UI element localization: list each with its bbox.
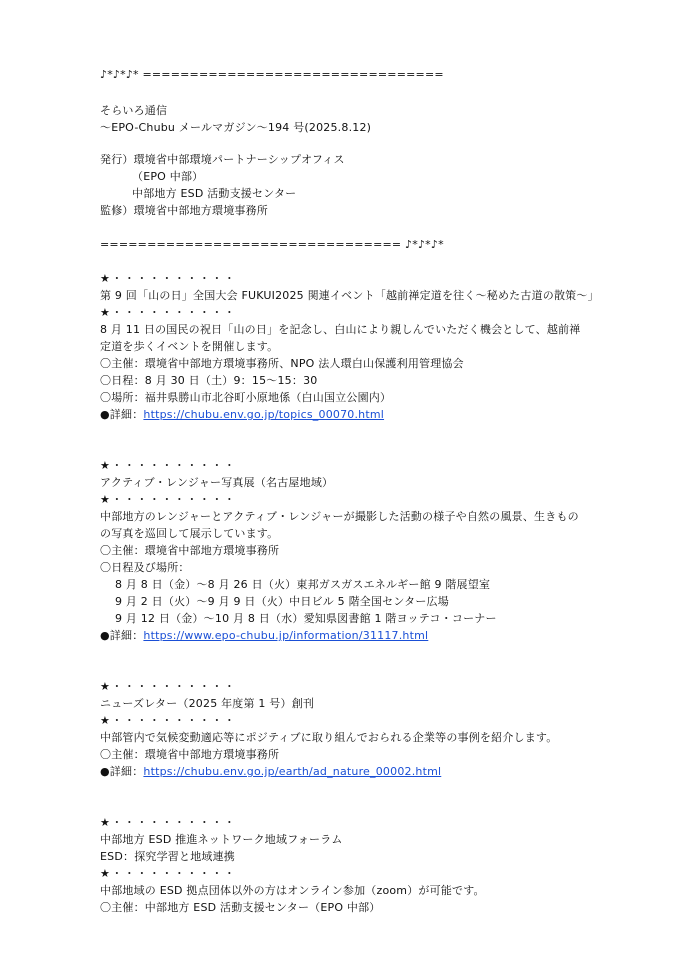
section-body: 中部地方のレンジャーとアクティブ・レンジャーが撮影した活動の様子や自然の風景、生きもの bbox=[100, 510, 579, 523]
section-body: 中部地域の ESD 拠点団体以外の方はオンライン参加（zoom）が可能です。 bbox=[100, 884, 485, 897]
section-body: の写真を巡回して展示しています。 bbox=[100, 527, 279, 540]
star-divider: ★・・・・・・・・・・ bbox=[100, 459, 237, 472]
section-body: 8 月 11 日の国民の祝日「山の日」を記念し、白山により親しんでいただく機会として、越前禅 bbox=[100, 323, 581, 336]
section-host: 〇主催：環境省中部地方環境事務所 bbox=[100, 748, 280, 761]
detail-link[interactable]: https://chubu.env.go.jp/topics_00070.html bbox=[143, 408, 385, 421]
section-title: 第 9 回「山の日」全国大会 FUKUI2025 関連イベント「越前禅定道を往く～秘めた古道の散策～」 bbox=[100, 289, 599, 302]
section-detail bbox=[100, 764, 441, 780]
section-host: 〇主催：環境省中部地方環境事務所、NPO 法人環白山保護利用管理協会 bbox=[100, 357, 464, 370]
section-date: 〇日程：8 月 30 日（土）9：15～15：30 bbox=[100, 374, 318, 387]
star-divider: ★・・・・・・・・・・ bbox=[100, 714, 237, 727]
section-title: アクティブ・レンジャー写真展（名古屋地域） bbox=[100, 476, 334, 489]
schedule-item: 8 月 8 日（金）～8 月 26 日（火）東邦ガスガスエネルギー館 9 階展望室 bbox=[115, 578, 491, 591]
section-host: 〇主催：中部地方 ESD 活動支援センター（EPO 中部） bbox=[100, 901, 381, 914]
supervisor-line: 監修）環境省中部地方環境事務所 bbox=[100, 204, 268, 217]
detail-link[interactable]: https://www.epo-chubu.jp/information/31117.html bbox=[143, 629, 429, 642]
newsletter-title: そらいろ通信 bbox=[100, 104, 168, 117]
newsletter-subtitle: ～EPO-Chubu メールマガジン～194 号(2025.8.12) bbox=[100, 121, 372, 134]
star-divider: ★・・・・・・・・・・ bbox=[100, 816, 237, 829]
section-body: 定道を歩くイベントを開催します。 bbox=[100, 340, 279, 353]
star-divider: ★・・・・・・・・・・ bbox=[100, 272, 237, 285]
section-body: 中部管内で気候変動適応等にポジティブに取り組んでおられる企業等の事例を紹介します。 bbox=[100, 731, 558, 744]
section-title: 中部地方 ESD 推進ネットワーク地域フォーラム bbox=[100, 833, 343, 846]
bottom-rule: ================================ ♪*♪*♪* bbox=[100, 238, 444, 251]
star-divider: ★・・・・・・・・・・ bbox=[100, 493, 237, 506]
schedule-label: 〇日程及び場所： bbox=[100, 561, 190, 574]
detail-label: ●詳細： bbox=[100, 765, 144, 778]
publisher-line: 発行）環境省中部環境パートナーシップオフィス bbox=[100, 153, 345, 166]
publisher-line: （EPO 中部） bbox=[132, 170, 204, 183]
top-rule: ♪*♪*♪* ================================ bbox=[100, 68, 444, 81]
detail-label: ●詳細： bbox=[100, 408, 144, 421]
section-detail bbox=[100, 407, 384, 423]
detail-label: ●詳細： bbox=[100, 629, 144, 642]
star-divider: ★・・・・・・・・・・ bbox=[100, 680, 237, 693]
publisher-line: 中部地方 ESD 活動支援センター bbox=[132, 187, 297, 200]
section-subtitle: ESD：探究学習と地域連携 bbox=[100, 850, 236, 863]
section-host: 〇主催：環境省中部地方環境事務所 bbox=[100, 544, 280, 557]
section-detail bbox=[100, 628, 428, 644]
detail-link[interactable]: https://chubu.env.go.jp/earth/ad_nature_00002.html bbox=[143, 765, 442, 778]
star-divider: ★・・・・・・・・・・ bbox=[100, 306, 237, 319]
schedule-item: 9 月 12 日（金）～10 月 8 日（水）愛知県図書館 1 階ヨッテコ・コーナー bbox=[115, 612, 497, 625]
schedule-item: 9 月 2 日（火）～9 月 9 日（火）中日ビル 5 階全国センター広場 bbox=[115, 595, 449, 608]
section-title: ニューズレター（2025 年度第 1 号）創刊 bbox=[100, 697, 315, 710]
section-place: 〇場所：福井県勝山市北谷町小原地係（白山国立公園内） bbox=[100, 391, 392, 404]
star-divider: ★・・・・・・・・・・ bbox=[100, 867, 237, 880]
